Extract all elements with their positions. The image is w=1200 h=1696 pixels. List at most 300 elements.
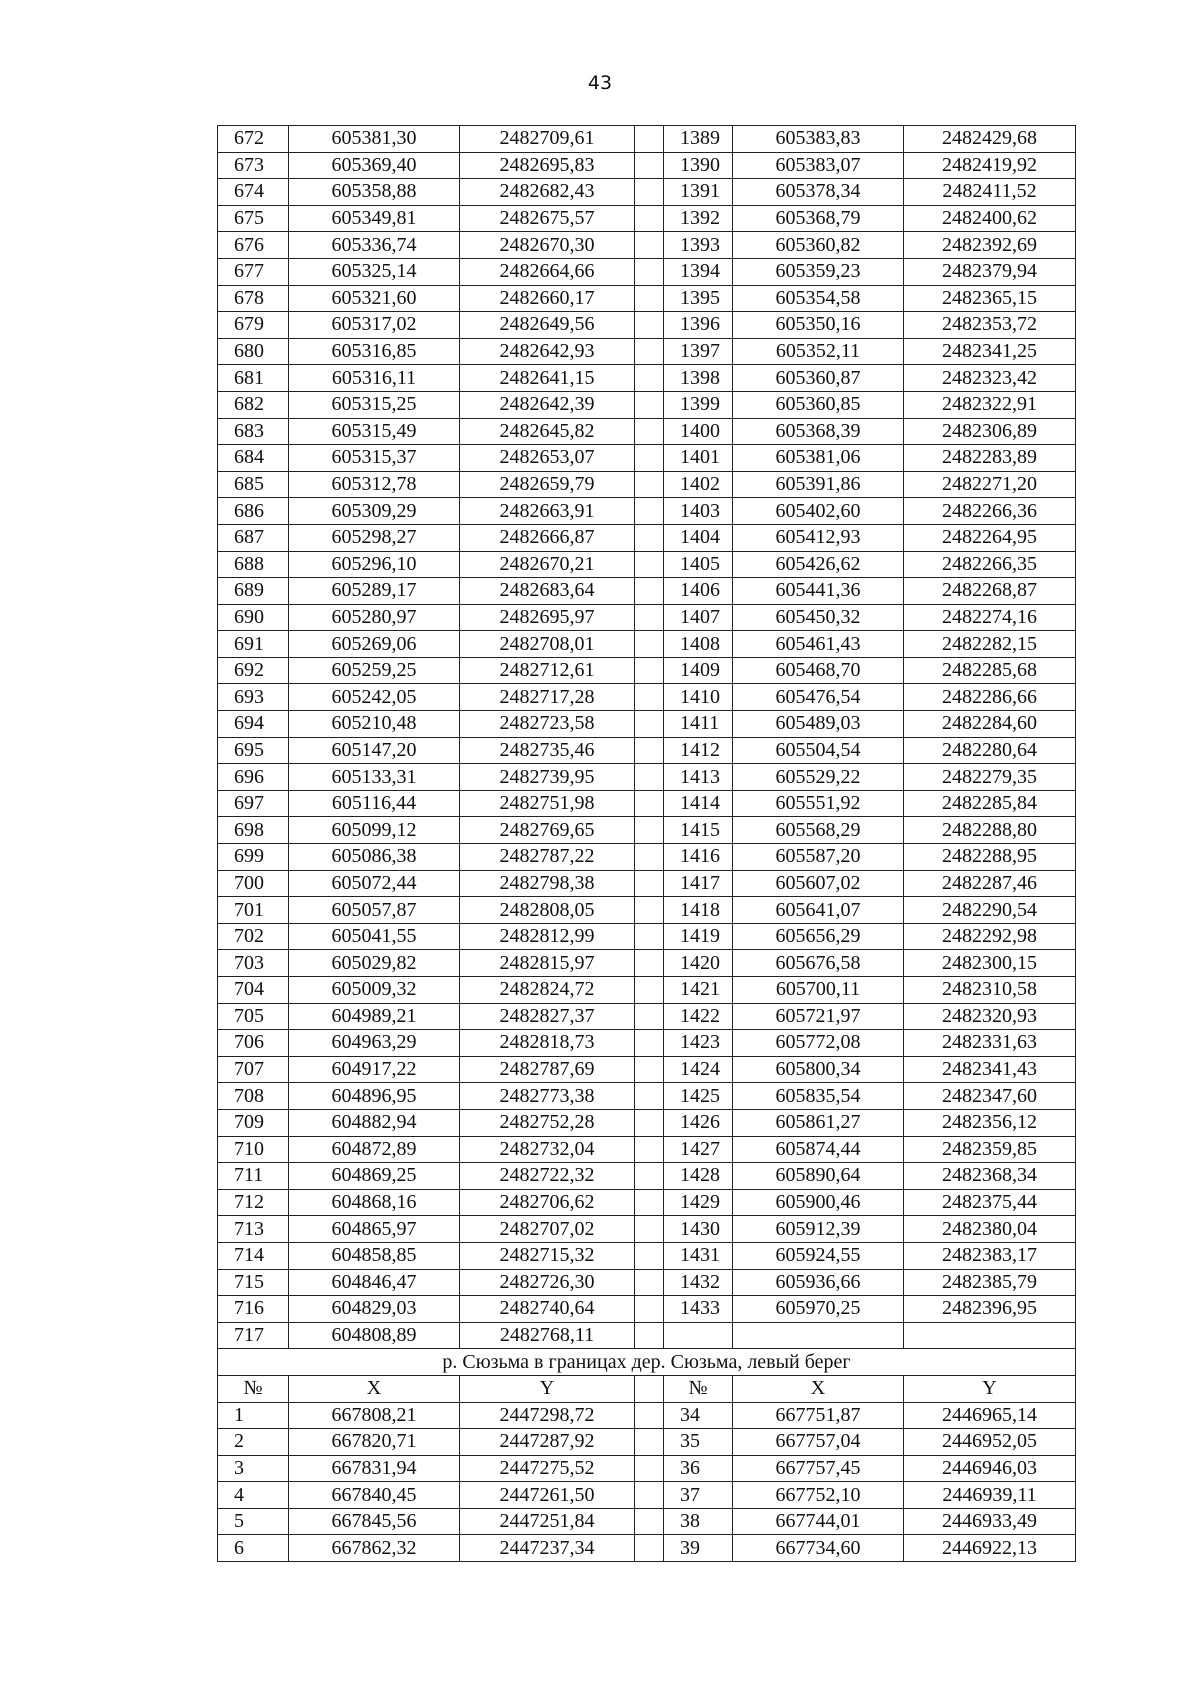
point-number-cell: 1431 [664, 1242, 733, 1269]
point-number-cell: 1408 [664, 631, 733, 658]
point-number-cell: 683 [218, 418, 289, 445]
number-header: № [664, 1375, 733, 1402]
y-coordinate-cell: 2482717,28 [460, 684, 635, 711]
spacer-cell [635, 1455, 664, 1482]
y-coordinate-cell: 2482660,17 [460, 285, 635, 312]
spacer-cell [635, 1296, 664, 1323]
x-coordinate-cell: 604858,85 [289, 1242, 460, 1269]
spacer-cell [635, 711, 664, 738]
x-coordinate-cell: 604963,29 [289, 1030, 460, 1057]
spacer-cell [635, 338, 664, 365]
x-coordinate-cell: 605461,43 [733, 631, 904, 658]
spacer-cell [635, 977, 664, 1004]
x-coordinate-cell: 605259,25 [289, 657, 460, 684]
x-coordinate-cell: 605072,44 [289, 870, 460, 897]
spacer-cell [635, 205, 664, 232]
x-coordinate-cell: 605369,40 [289, 152, 460, 179]
x-coordinate-cell: 605504,54 [733, 737, 904, 764]
y-coordinate-cell: 2482271,20 [904, 471, 1076, 498]
y-coordinate-cell: 2482670,30 [460, 232, 635, 259]
x-coordinate-cell: 605476,54 [733, 684, 904, 711]
x-coordinate-cell: 605360,87 [733, 365, 904, 392]
point-number-cell: 687 [218, 524, 289, 551]
x-coordinate-cell: 605352,11 [733, 338, 904, 365]
x-coordinate-cell: 667808,21 [289, 1402, 460, 1429]
x-coordinate-cell: 667845,56 [289, 1508, 460, 1535]
x-coordinate-cell: 604882,94 [289, 1109, 460, 1136]
y-coordinate-cell: 2482649,56 [460, 312, 635, 339]
point-number-cell: 676 [218, 232, 289, 259]
y-coordinate-cell: 2482288,80 [904, 817, 1076, 844]
spacer-cell [635, 1482, 664, 1509]
y-coordinate-cell: 2482282,15 [904, 631, 1076, 658]
spacer-cell [635, 152, 664, 179]
point-number-cell: 1398 [664, 365, 733, 392]
point-number-cell: 1406 [664, 578, 733, 605]
table-row [218, 1189, 1076, 1216]
table-row [218, 471, 1076, 498]
point-number-cell: 5 [218, 1508, 289, 1535]
spacer-cell [635, 844, 664, 871]
x-coordinate-cell: 605874,44 [733, 1136, 904, 1163]
x-coordinate-cell: 605116,44 [289, 790, 460, 817]
point-number-cell: 1432 [664, 1269, 733, 1296]
x-coordinate-cell: 605924,55 [733, 1242, 904, 1269]
point-number-cell: 679 [218, 312, 289, 339]
x-coordinate-cell: 605529,22 [733, 764, 904, 791]
spacer-cell [635, 1189, 664, 1216]
spacer-cell [635, 1242, 664, 1269]
table-row [218, 285, 1076, 312]
x-coordinate-cell: 605133,31 [289, 764, 460, 791]
x-coordinate-cell: 605321,60 [289, 285, 460, 312]
spacer-cell [635, 1402, 664, 1429]
table-row [218, 498, 1076, 525]
x-coordinate-cell: 605086,38 [289, 844, 460, 871]
x-coordinate-cell: 605450,32 [733, 604, 904, 631]
point-number-cell: 1423 [664, 1030, 733, 1057]
point-number-cell: 686 [218, 498, 289, 525]
y-coordinate-cell: 2482280,64 [904, 737, 1076, 764]
y-coordinate-cell: 2482396,95 [904, 1296, 1076, 1323]
x-coordinate-cell: 667752,10 [733, 1482, 904, 1509]
x-coordinate-cell: 604917,22 [289, 1056, 460, 1083]
section-title: р. Сюзьма в границах дер. Сюзьма, левый берег [218, 1349, 1076, 1376]
y-coordinate-cell: 2482798,38 [460, 870, 635, 897]
table-row [218, 551, 1076, 578]
table-row [218, 258, 1076, 285]
x-coordinate-cell: 605147,20 [289, 737, 460, 764]
y-coordinate-cell: 2447251,84 [460, 1508, 635, 1535]
table-row [218, 657, 1076, 684]
point-number-cell: 715 [218, 1269, 289, 1296]
table-row [218, 1163, 1076, 1190]
spacer-cell [635, 471, 664, 498]
point-number-cell: 685 [218, 471, 289, 498]
x-coordinate-cell: 605936,66 [733, 1269, 904, 1296]
point-number-cell: 712 [218, 1189, 289, 1216]
point-number-cell: 698 [218, 817, 289, 844]
x-coordinate-cell: 605970,25 [733, 1296, 904, 1323]
x-coordinate-cell: 605009,32 [289, 977, 460, 1004]
point-number-cell: 1419 [664, 923, 733, 950]
spacer-cell [635, 498, 664, 525]
point-number-cell: 1400 [664, 418, 733, 445]
y-coordinate-cell: 2482383,17 [904, 1242, 1076, 1269]
y-coordinate-cell: 2482670,21 [460, 551, 635, 578]
point-number-cell: 37 [664, 1482, 733, 1509]
x-coordinate-cell: 605359,23 [733, 258, 904, 285]
spacer-cell [635, 1083, 664, 1110]
point-number-cell: 1 [218, 1402, 289, 1429]
point-number-cell: 672 [218, 126, 289, 153]
x-coordinate-cell: 605349,81 [289, 205, 460, 232]
spacer-cell [635, 418, 664, 445]
point-number-cell: 717 [218, 1322, 289, 1349]
x-coordinate-cell: 605900,46 [733, 1189, 904, 1216]
point-number-cell: 1427 [664, 1136, 733, 1163]
y-coordinate-cell: 2482695,83 [460, 152, 635, 179]
point-number-cell: 1391 [664, 179, 733, 206]
point-number-cell: 35 [664, 1429, 733, 1456]
x-coordinate-cell: 604868,16 [289, 1189, 460, 1216]
point-number-cell: 703 [218, 950, 289, 977]
point-number-cell: 711 [218, 1163, 289, 1190]
x-coordinate-cell: 605360,82 [733, 232, 904, 259]
y-coordinate-cell: 2447275,52 [460, 1455, 635, 1482]
x-coordinate-cell: 667757,45 [733, 1455, 904, 1482]
y-coordinate-cell: 2482773,38 [460, 1083, 635, 1110]
number-header: № [218, 1375, 289, 1402]
spacer-cell [635, 897, 664, 924]
table-row [218, 631, 1076, 658]
y-coordinate-cell: 2482274,16 [904, 604, 1076, 631]
point-number-cell: 1429 [664, 1189, 733, 1216]
y-coordinate-cell: 2482323,42 [904, 365, 1076, 392]
y-coordinate-cell: 2446922,13 [904, 1535, 1076, 1562]
point-number-cell: 682 [218, 391, 289, 418]
table-row [218, 179, 1076, 206]
table-row [218, 737, 1076, 764]
y-coordinate-cell: 2482695,97 [460, 604, 635, 631]
y-coordinate-cell: 2482429,68 [904, 126, 1076, 153]
x-header: X [733, 1375, 904, 1402]
x-coordinate-cell: 605721,97 [733, 1003, 904, 1030]
point-number-cell: 1396 [664, 312, 733, 339]
x-coordinate-cell: 605029,82 [289, 950, 460, 977]
x-coordinate-cell: 667831,94 [289, 1455, 460, 1482]
spacer-cell [635, 365, 664, 392]
table-row [218, 1535, 1076, 1562]
table-row [218, 844, 1076, 871]
spacer-cell [635, 950, 664, 977]
y-coordinate-cell: 2482751,98 [460, 790, 635, 817]
x-coordinate-cell: 605354,58 [733, 285, 904, 312]
table-row [218, 764, 1076, 791]
y-coordinate-cell: 2482752,28 [460, 1109, 635, 1136]
y-coordinate-cell: 2482353,72 [904, 312, 1076, 339]
point-number-cell: 1405 [664, 551, 733, 578]
x-coordinate-cell: 605315,49 [289, 418, 460, 445]
point-number-cell: 1425 [664, 1083, 733, 1110]
y-coordinate-cell: 2482642,39 [460, 391, 635, 418]
y-coordinate-cell: 2482400,62 [904, 205, 1076, 232]
table-row [218, 684, 1076, 711]
y-coordinate-cell: 2482375,44 [904, 1189, 1076, 1216]
y-coordinate-cell: 2482284,60 [904, 711, 1076, 738]
x-coordinate-cell: 605656,29 [733, 923, 904, 950]
table-row [218, 232, 1076, 259]
point-number-cell: 697 [218, 790, 289, 817]
y-header: Y [904, 1375, 1076, 1402]
table-row [218, 1083, 1076, 1110]
y-coordinate-cell: 2482824,72 [460, 977, 635, 1004]
x-coordinate-cell: 605378,34 [733, 179, 904, 206]
y-coordinate-cell: 2446946,03 [904, 1455, 1076, 1482]
table-row [218, 1508, 1076, 1535]
table-row [218, 1136, 1076, 1163]
point-number-cell: 673 [218, 152, 289, 179]
spacer-cell [635, 1003, 664, 1030]
point-number-cell: 701 [218, 897, 289, 924]
x-coordinate-cell: 605489,03 [733, 711, 904, 738]
y-coordinate-cell: 2482268,87 [904, 578, 1076, 605]
y-coordinate-cell: 2482787,22 [460, 844, 635, 871]
y-coordinate-cell: 2482279,35 [904, 764, 1076, 791]
y-coordinate-cell: 2482827,37 [460, 1003, 635, 1030]
spacer-cell [635, 578, 664, 605]
y-coordinate-cell: 2482379,94 [904, 258, 1076, 285]
spacer-cell [635, 391, 664, 418]
x-coordinate-cell: 605317,02 [289, 312, 460, 339]
table-row [218, 152, 1076, 179]
y-coordinate-cell: 2447237,34 [460, 1535, 635, 1562]
spacer-cell [635, 764, 664, 791]
x-coordinate-cell [733, 1322, 904, 1349]
point-number-cell: 705 [218, 1003, 289, 1030]
y-coordinate-cell: 2482808,05 [460, 897, 635, 924]
point-number-cell: 684 [218, 445, 289, 472]
x-header: X [289, 1375, 460, 1402]
spacer-cell [635, 1056, 664, 1083]
y-coordinate-cell: 2482285,68 [904, 657, 1076, 684]
y-coordinate-cell: 2482347,60 [904, 1083, 1076, 1110]
spacer-cell [635, 631, 664, 658]
x-coordinate-cell: 604865,97 [289, 1216, 460, 1243]
point-number-cell: 1395 [664, 285, 733, 312]
x-coordinate-cell: 667734,60 [733, 1535, 904, 1562]
x-coordinate-cell: 604829,03 [289, 1296, 460, 1323]
table-row [218, 205, 1076, 232]
x-coordinate-cell: 605280,97 [289, 604, 460, 631]
x-coordinate-cell: 605298,27 [289, 524, 460, 551]
y-coordinate-cell: 2482641,15 [460, 365, 635, 392]
point-number-cell: 4 [218, 1482, 289, 1509]
spacer-cell [635, 604, 664, 631]
point-number-cell: 707 [218, 1056, 289, 1083]
spacer-cell [635, 684, 664, 711]
spacer-cell [635, 1269, 664, 1296]
x-coordinate-cell: 605336,74 [289, 232, 460, 259]
x-coordinate-cell: 605057,87 [289, 897, 460, 924]
point-number-cell: 1389 [664, 126, 733, 153]
x-coordinate-cell: 605607,02 [733, 870, 904, 897]
spacer-cell [635, 1136, 664, 1163]
x-coordinate-cell: 605468,70 [733, 657, 904, 684]
x-coordinate-cell: 667840,45 [289, 1482, 460, 1509]
x-coordinate-cell: 605315,37 [289, 445, 460, 472]
point-number-cell: 695 [218, 737, 289, 764]
y-coordinate-cell: 2482709,61 [460, 126, 635, 153]
x-coordinate-cell: 605676,58 [733, 950, 904, 977]
y-coordinate-cell: 2482712,61 [460, 657, 635, 684]
point-number-cell: 706 [218, 1030, 289, 1057]
table-row [218, 870, 1076, 897]
spacer-cell [635, 551, 664, 578]
point-number-cell: 1418 [664, 897, 733, 924]
point-number-cell: 693 [218, 684, 289, 711]
y-coordinate-cell: 2482740,64 [460, 1296, 635, 1323]
table-row [218, 1216, 1076, 1243]
y-coordinate-cell: 2482288,95 [904, 844, 1076, 871]
y-coordinate-cell: 2446939,11 [904, 1482, 1076, 1509]
point-number-cell: 1415 [664, 817, 733, 844]
y-coordinate-cell: 2482683,64 [460, 578, 635, 605]
spacer-cell [635, 1216, 664, 1243]
x-coordinate-cell: 605325,14 [289, 258, 460, 285]
spacer-cell [635, 923, 664, 950]
y-coordinate-cell [904, 1322, 1076, 1349]
point-number-cell: 696 [218, 764, 289, 791]
y-coordinate-cell: 2482341,25 [904, 338, 1076, 365]
x-coordinate-cell: 605568,29 [733, 817, 904, 844]
y-coordinate-cell: 2482722,32 [460, 1163, 635, 1190]
point-number-cell: 1390 [664, 152, 733, 179]
point-number-cell: 702 [218, 923, 289, 950]
y-coordinate-cell: 2447287,92 [460, 1429, 635, 1456]
point-number-cell: 1424 [664, 1056, 733, 1083]
point-number-cell: 1411 [664, 711, 733, 738]
y-coordinate-cell: 2482385,79 [904, 1269, 1076, 1296]
y-coordinate-cell: 2482666,87 [460, 524, 635, 551]
point-number-cell: 1421 [664, 977, 733, 1004]
point-number-cell: 38 [664, 1508, 733, 1535]
x-coordinate-cell: 605383,83 [733, 126, 904, 153]
table-row [218, 1402, 1076, 1429]
spacer-cell [635, 737, 664, 764]
y-coordinate-cell: 2447298,72 [460, 1402, 635, 1429]
y-coordinate-cell: 2482642,93 [460, 338, 635, 365]
table-row [218, 1109, 1076, 1136]
point-number-cell: 39 [664, 1535, 733, 1562]
point-number-cell: 1422 [664, 1003, 733, 1030]
spacer-cell [635, 1375, 664, 1402]
y-coordinate-cell: 2482368,34 [904, 1163, 1076, 1190]
x-coordinate-cell: 605381,30 [289, 126, 460, 153]
point-number-cell: 678 [218, 285, 289, 312]
point-number-cell: 3 [218, 1455, 289, 1482]
point-number-cell [664, 1322, 733, 1349]
y-coordinate-cell: 2482706,62 [460, 1189, 635, 1216]
table-row [218, 418, 1076, 445]
point-number-cell: 1414 [664, 790, 733, 817]
y-coordinate-cell: 2482739,95 [460, 764, 635, 791]
point-number-cell: 681 [218, 365, 289, 392]
x-coordinate-cell: 605641,07 [733, 897, 904, 924]
x-coordinate-cell: 605309,29 [289, 498, 460, 525]
point-number-cell: 691 [218, 631, 289, 658]
y-coordinate-cell: 2482356,12 [904, 1109, 1076, 1136]
y-coordinate-cell: 2482322,91 [904, 391, 1076, 418]
point-number-cell: 1403 [664, 498, 733, 525]
y-coordinate-cell: 2482266,35 [904, 551, 1076, 578]
y-coordinate-cell: 2446933,49 [904, 1508, 1076, 1535]
x-coordinate-cell: 605700,11 [733, 977, 904, 1004]
y-coordinate-cell: 2482365,15 [904, 285, 1076, 312]
y-coordinate-cell: 2482735,46 [460, 737, 635, 764]
x-coordinate-cell: 605210,48 [289, 711, 460, 738]
point-number-cell: 1402 [664, 471, 733, 498]
y-coordinate-cell: 2482380,04 [904, 1216, 1076, 1243]
y-coordinate-cell: 2482286,66 [904, 684, 1076, 711]
table-row [218, 1296, 1076, 1323]
point-number-cell: 714 [218, 1242, 289, 1269]
y-coordinate-cell: 2482411,52 [904, 179, 1076, 206]
table-row [218, 1030, 1076, 1057]
table-row [218, 338, 1076, 365]
x-coordinate-cell: 605242,05 [289, 684, 460, 711]
table-row [218, 950, 1076, 977]
point-number-cell: 704 [218, 977, 289, 1004]
y-coordinate-cell: 2446952,05 [904, 1429, 1076, 1456]
point-number-cell: 1430 [664, 1216, 733, 1243]
point-number-cell: 713 [218, 1216, 289, 1243]
table-row [218, 1429, 1076, 1456]
x-coordinate-cell: 605412,93 [733, 524, 904, 551]
point-number-cell: 688 [218, 551, 289, 578]
table-row [218, 604, 1076, 631]
y-header: Y [460, 1375, 635, 1402]
spacer-cell [635, 445, 664, 472]
point-number-cell: 699 [218, 844, 289, 871]
x-coordinate-cell: 605800,34 [733, 1056, 904, 1083]
x-coordinate-cell: 605358,88 [289, 179, 460, 206]
y-coordinate-cell: 2482682,43 [460, 179, 635, 206]
x-coordinate-cell: 605441,36 [733, 578, 904, 605]
x-coordinate-cell: 605099,12 [289, 817, 460, 844]
spacer-cell [635, 657, 664, 684]
point-number-cell: 680 [218, 338, 289, 365]
y-coordinate-cell: 2482331,63 [904, 1030, 1076, 1057]
y-coordinate-cell: 2482726,30 [460, 1269, 635, 1296]
x-coordinate-cell: 605296,10 [289, 551, 460, 578]
spacer-cell [635, 870, 664, 897]
point-number-cell: 716 [218, 1296, 289, 1323]
x-coordinate-cell: 604896,95 [289, 1083, 460, 1110]
x-coordinate-cell: 605861,27 [733, 1109, 904, 1136]
x-coordinate-cell: 605426,62 [733, 551, 904, 578]
x-coordinate-cell: 605587,20 [733, 844, 904, 871]
table-row [218, 1056, 1076, 1083]
table-row [218, 711, 1076, 738]
y-coordinate-cell: 2482287,46 [904, 870, 1076, 897]
spacer-cell [635, 285, 664, 312]
point-number-cell: 1397 [664, 338, 733, 365]
y-coordinate-cell: 2482290,54 [904, 897, 1076, 924]
point-number-cell: 1407 [664, 604, 733, 631]
spacer-cell [635, 1429, 664, 1456]
y-coordinate-cell: 2482787,69 [460, 1056, 635, 1083]
